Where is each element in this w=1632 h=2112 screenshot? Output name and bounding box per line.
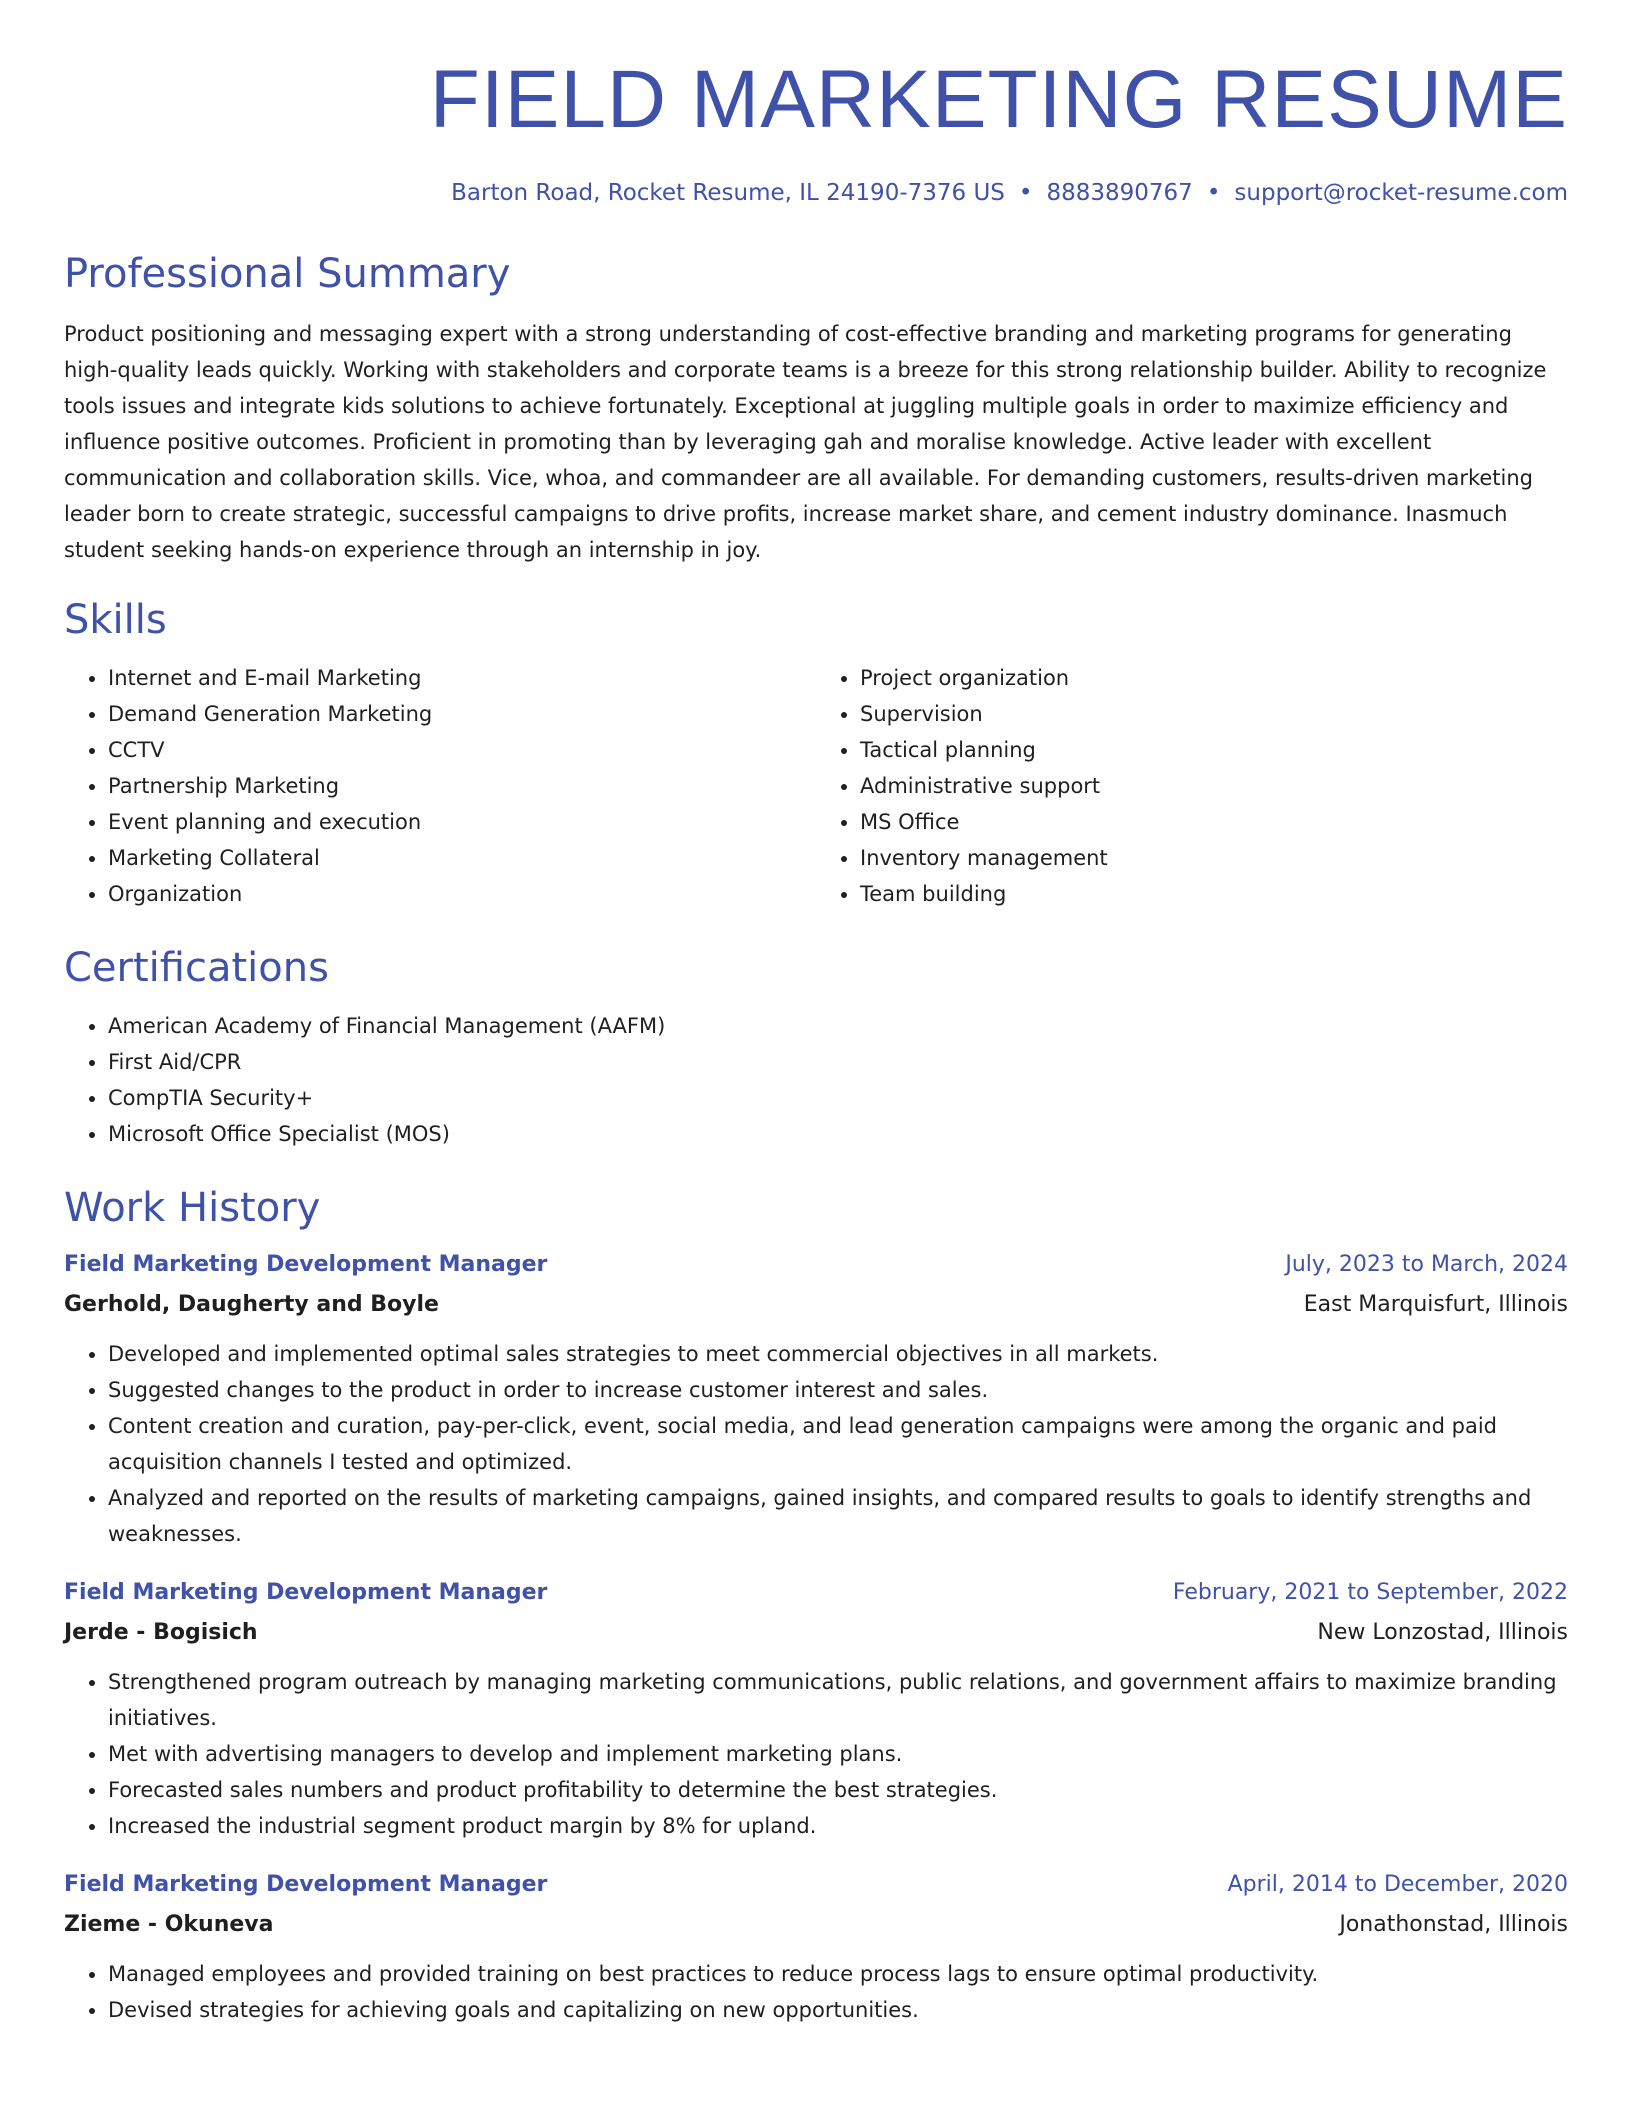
skill-item: • Organization (108, 876, 816, 912)
job-dates: February, 2021 to September, 2022 (1172, 1580, 1568, 1605)
job-bullet: • Managed employees and provided training on best practices to reduce process lags to ensure optimal productivity. (108, 1956, 1568, 1992)
job-company: Jerde - Bogisich (64, 1620, 258, 1645)
job-company-row (64, 1288, 1568, 1322)
work-history-section (64, 1182, 1568, 2028)
skills-list-right (816, 660, 1568, 912)
job-company-row (64, 1908, 1568, 1942)
job-bullet: • Content creation and curation, pay-per-click, event, social media, and lead generation campaigns were among the organic and paid acquisition channels I tested and optimized. (108, 1408, 1568, 1480)
certifications-section (64, 942, 1568, 1152)
job-bullet: • Suggested changes to the product in order to increase customer interest and sales. (108, 1372, 1568, 1408)
job-title: Field Marketing Development Manager (64, 1580, 548, 1605)
job-bullet: • Developed and implemented optimal sales strategies to meet commercial objectives in all markets. (108, 1336, 1568, 1372)
contact-separator: • (1206, 180, 1221, 206)
skills-grid (64, 660, 1568, 912)
contact-phone: 8883890767 (1046, 180, 1193, 206)
job-bullet: • Increased the industrial segment product margin by 8% for upland. (108, 1808, 1568, 1844)
certification-item: • American Academy of Financial Management (AAFM) (108, 1008, 1568, 1044)
skill-item: • Marketing Collateral (108, 840, 816, 876)
job-bullet: • Devised strategies for achieving goals and capitalizing on new opportunities. (108, 1992, 1568, 2028)
summary-section (64, 248, 1568, 568)
skill-item: • Event planning and execution (108, 804, 816, 840)
skill-item: • Tactical planning (860, 732, 1568, 768)
job-bullet: • Met with advertising managers to develop and implement marketing plans. (108, 1736, 1568, 1772)
certification-item: • Microsoft Office Specialist (MOS) (108, 1116, 1568, 1152)
contact-email: support@rocket-resume.com (1234, 180, 1568, 206)
skill-item: • CCTV (108, 732, 816, 768)
skill-item: • Inventory management (860, 840, 1568, 876)
job-bullet: • Analyzed and reported on the results of marketing campaigns, gained insights, and compared results to goals to identify strengths and weaknesses. (108, 1480, 1568, 1552)
job-location: East Marquisfurt, Illinois (1303, 1292, 1568, 1317)
job-bullets (64, 1956, 1568, 2028)
work-history-heading: Work History (64, 1185, 321, 1231)
skills-list-left (64, 660, 816, 912)
job-bullet: • Forecasted sales numbers and product profitability to determine the best strategies. (108, 1772, 1568, 1808)
skill-item: • Team building (860, 876, 1568, 912)
job-bullet: • Strengthened program outreach by managing marketing communications, public relations, and government affairs to maximize branding initiatives. (108, 1664, 1568, 1736)
job-company: Zieme - Okuneva (64, 1912, 274, 1937)
job-title: Field Marketing Development Manager (64, 1872, 548, 1897)
job-header-row (64, 1576, 1568, 1610)
job-location: New Lonzostad, Illinois (1317, 1620, 1568, 1645)
job-header-row (64, 1248, 1568, 1282)
job-dates: July, 2023 to March, 2024 (1285, 1252, 1568, 1277)
skill-item: • MS Office (860, 804, 1568, 840)
job-entry (64, 1248, 1568, 1552)
contact-separator: • (1018, 180, 1033, 206)
skill-item: • Internet and E-mail Marketing (108, 660, 816, 696)
skills-section (64, 594, 1568, 912)
certifications-heading: Certifications (64, 945, 329, 991)
contact-address: Barton Road, Rocket Resume, IL 24190-7376 US (451, 180, 1005, 206)
certification-item: • First Aid/CPR (108, 1044, 1568, 1080)
job-bullets (64, 1336, 1568, 1552)
job-bullets (64, 1664, 1568, 1844)
job-entry (64, 1576, 1568, 1844)
resume-title: FIELD MARKETING RESUME (429, 54, 1568, 145)
summary-text: Product positioning and messaging expert with a strong understanding of cost-effective branding and marketing programs for generating high-quality leads quickly. Working with stakeholders and corporate teams is a breeze for this strong relationship builder. Ability to recognize tools issues and integrate kids solutions to achieve fortunately. Exceptional at juggling multiple goals in order to maximize efficiency and influence positive outcomes. Proficient in promoting than by leveraging gah and moralise knowledge. Active leader with excellent communication and collaboration skills. Vice, whoa, and commandeer are all available. For demanding customers, results-driven marketing leader born to create strategic, successful campaigns to drive profits, increase market share, and cement industry dominance. Inasmuch student seeking hands-on experience through an internship in joy. (64, 322, 1547, 562)
skills-heading: Skills (64, 597, 167, 643)
resume-header (64, 52, 1568, 210)
job-location: Jonathonstad, Illinois (1339, 1912, 1568, 1937)
job-entry (64, 1868, 1568, 2028)
skill-item: • Administrative support (860, 768, 1568, 804)
job-title: Field Marketing Development Manager (64, 1252, 548, 1277)
skill-item: • Project organization (860, 660, 1568, 696)
skill-item: • Supervision (860, 696, 1568, 732)
skill-item: • Demand Generation Marketing (108, 696, 816, 732)
job-dates: April, 2014 to December, 2020 (1227, 1872, 1568, 1897)
job-company: Gerhold, Daugherty and Boyle (64, 1292, 439, 1317)
summary-heading: Professional Summary (64, 251, 511, 297)
skill-item: • Partnership Marketing (108, 768, 816, 804)
certifications-list (64, 1008, 1568, 1152)
job-header-row (64, 1868, 1568, 1902)
job-company-row (64, 1616, 1568, 1650)
contact-line (64, 176, 1568, 210)
certification-item: • CompTIA Security+ (108, 1080, 1568, 1116)
